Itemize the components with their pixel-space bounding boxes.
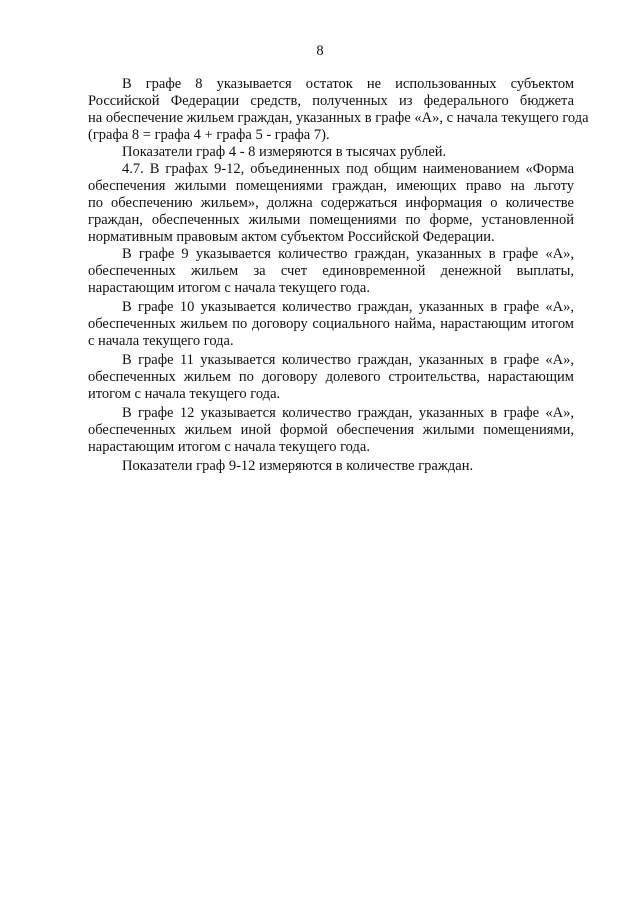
paragraph-3-line: 4.7. В графах 9-12, объединенных под общим наименованием «Форма — [122, 161, 574, 177]
paragraph-6-line: итогом с начала текущего года. — [88, 386, 281, 402]
paragraph-7-line: нарастающим итогом с начала текущего года. — [88, 439, 370, 455]
paragraph-5-line: В графе 10 указывается количество граждан, указанных в графе «А», — [122, 299, 574, 315]
paragraph-7-line: В графе 12 указывается количество граждан, указанных в графе «А», — [122, 405, 574, 421]
paragraph-4-line: нарастающим итогом с начала текущего года. — [88, 280, 370, 296]
paragraph-2-line: Показатели граф 4 - 8 измеряются в тысячах рублей. — [122, 144, 447, 160]
paragraph-6-line: В графе 11 указывается количество граждан, указанных в графе «А», — [122, 352, 574, 368]
paragraph-5-line: с начала текущего года. — [88, 333, 234, 349]
page-number: 8 — [316, 43, 324, 59]
paragraph-3-line: обеспечения жилыми помещениями граждан, имеющих право на льготу — [88, 178, 574, 194]
paragraph-3-line: граждан, обеспеченных жилыми помещениями по форме, установленной — [88, 212, 574, 228]
paragraph-3-line: по обеспечению жильем», должна содержаться информация о количестве — [88, 195, 574, 211]
paragraph-4-line: обеспеченных жильем за счет единовременной денежной выплаты, — [88, 263, 574, 279]
paragraph-1-line: Российской Федерации средств, полученных из федерального бюджета — [88, 93, 574, 109]
paragraph-4-line: В графе 9 указывается количество граждан, указанных в графе «А», — [122, 246, 574, 262]
paragraph-1-line: на обеспечение жильем граждан, указанных в графе «А», с начала текущего года — [88, 110, 589, 126]
paragraph-1-line: В графе 8 указывается остаток не использованных субъектом — [122, 76, 574, 92]
paragraph-8-line: Показатели граф 9-12 измеряются в количестве граждан. — [122, 458, 474, 474]
paragraph-7-line: обеспеченных жильем иной формой обеспечения жилыми помещениями, — [88, 422, 574, 438]
paragraph-6-line: обеспеченных жильем по договору долевого строительства, нарастающим — [88, 369, 574, 385]
paragraph-5-line: обеспеченных жильем по договору социального найма, нарастающим итогом — [88, 316, 574, 332]
paragraph-3-line: нормативным правовым актом субъектом Российской Федерации. — [88, 229, 495, 245]
paragraph-1-line: (графа 8 = графа 4 + графа 5 - графа 7). — [88, 127, 330, 143]
